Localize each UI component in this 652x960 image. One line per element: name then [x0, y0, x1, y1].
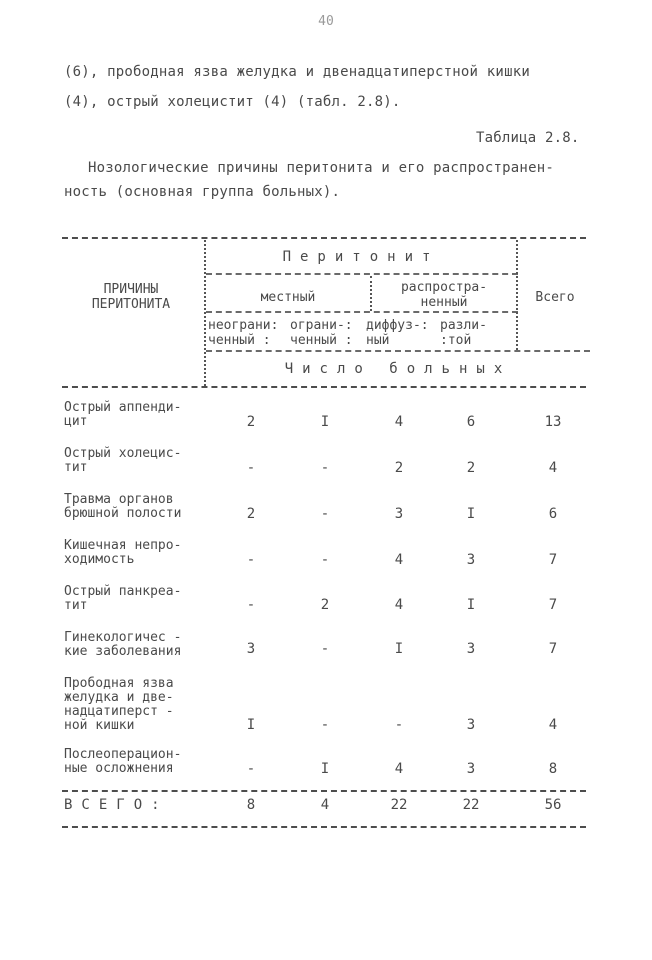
cell-unlimited: - [246, 597, 256, 613]
cell-general: 6 [466, 414, 476, 430]
header-spread-line-1: распростра- [400, 280, 488, 295]
cell-unlimited: 3 [246, 641, 256, 657]
row-cause [64, 748, 181, 776]
cell-unlimited: I [246, 717, 256, 733]
row-cause-line: ной кишки [64, 718, 135, 733]
table-label: Таблица 2.8. [476, 130, 580, 146]
row-cause-line: Острый холецис- [64, 446, 182, 461]
cell-limited: - [320, 460, 330, 476]
cell-general: I [466, 597, 476, 613]
cell-total: 7 [548, 552, 558, 568]
cell-general: I [466, 506, 476, 522]
total-diffuse: 22 [390, 797, 408, 813]
table-bottom-rule [62, 826, 586, 828]
cell-general: 3 [466, 552, 476, 568]
cell-unlimited: - [246, 761, 256, 777]
header-rule-2 [206, 311, 518, 313]
header-vline-right [516, 240, 518, 350]
row-cause-line: тит [64, 460, 88, 475]
intro-line-2: (4), острый холецистит (4) (табл. 2.8). [64, 94, 401, 110]
row-cause-line: желудка и две- [64, 690, 174, 705]
cell-diffuse: - [394, 717, 404, 733]
header-patient-count: Число больных [284, 361, 512, 377]
cell-limited: - [320, 717, 330, 733]
row-cause-line: надцатиперст - [64, 704, 174, 719]
row-cause-line: ные осложнения [64, 761, 174, 776]
header-vline-mid [370, 276, 372, 311]
header-local: местный [260, 290, 316, 305]
row-cause-line: Послеоперацион- [64, 747, 182, 762]
cell-unlimited: 2 [246, 414, 256, 430]
row-cause [64, 493, 181, 521]
header-peritonitis: Перитонит [282, 249, 440, 265]
table-caption-line-1: Нозологические причины перитонита и его распространен- [88, 160, 554, 176]
header-rule-3 [206, 350, 590, 352]
row-cause-line: Острый панкреа- [64, 584, 182, 599]
row-cause-line: Прободная язва [64, 676, 174, 691]
header-total: Всего [535, 290, 575, 305]
row-cause [64, 585, 181, 613]
cell-diffuse: 2 [394, 460, 404, 476]
header-sub-diffuse-line-1: диффуз-: [366, 318, 429, 333]
header-sub-unlimited-line-2: ченный : [208, 333, 271, 348]
cell-unlimited: - [246, 552, 256, 568]
row-cause [64, 631, 181, 659]
header-sub-diffuse [366, 318, 436, 348]
row-cause-line: тит [64, 598, 88, 613]
cell-limited: - [320, 506, 330, 522]
row-cause-line: Травма органов [64, 492, 174, 507]
cell-diffuse: 4 [394, 597, 404, 613]
cell-total: 4 [548, 460, 558, 476]
cell-total: 13 [544, 414, 562, 430]
header-rule-1 [206, 273, 518, 275]
row-cause-line: Острый аппенди- [64, 400, 182, 415]
header-sub-general-line-1: разли- [440, 318, 487, 333]
row-cause-line: кие заболевания [64, 644, 182, 659]
header-cause-line-2: ПЕРИТОНИТА [91, 297, 171, 312]
header-sub-unlimited-line-1: неограни: [208, 318, 279, 333]
row-cause-line: Кишечная непро- [64, 538, 182, 553]
header-sub-limited [290, 318, 360, 348]
cell-general: 3 [466, 717, 476, 733]
header-sub-limited-line-2: ченный : [290, 333, 353, 348]
header-sub-diffuse-line-2: ный [366, 333, 390, 348]
row-cause [64, 677, 174, 733]
cell-total: 6 [548, 506, 558, 522]
header-spread-line-2: ненный [420, 295, 468, 310]
totals-label: ВСЕГО: [64, 797, 169, 813]
total-all: 56 [544, 797, 562, 813]
total-unlimited: 8 [246, 797, 256, 813]
cell-diffuse: 4 [394, 761, 404, 777]
row-cause [64, 539, 181, 567]
header-vline-left [204, 240, 206, 386]
row-cause [64, 447, 181, 475]
cell-diffuse: 4 [394, 414, 404, 430]
cell-general: 3 [466, 761, 476, 777]
header-cause [64, 282, 198, 312]
cell-diffuse: I [394, 641, 404, 657]
header-cause-line-1: ПРИЧИНЫ [103, 282, 159, 297]
cell-total: 7 [548, 641, 558, 657]
total-limited: 4 [320, 797, 330, 813]
totals-top-rule [62, 790, 586, 792]
cell-total: 4 [548, 717, 558, 733]
total-general: 22 [462, 797, 480, 813]
cell-diffuse: 4 [394, 552, 404, 568]
header-spread [376, 280, 512, 310]
header-sub-general-line-2: :той [440, 333, 472, 348]
row-cause-line: брюшной полости [64, 506, 182, 521]
page-number: 40 [318, 14, 334, 29]
cell-limited: I [320, 414, 330, 430]
cell-diffuse: 3 [394, 506, 404, 522]
cell-limited: I [320, 761, 330, 777]
cell-limited: - [320, 552, 330, 568]
row-cause [64, 401, 181, 429]
cell-unlimited: - [246, 460, 256, 476]
table-top-rule [62, 237, 586, 239]
cell-general: 3 [466, 641, 476, 657]
header-sub-limited-line-1: ограни-: [290, 318, 353, 333]
header-bottom-rule [62, 386, 586, 388]
header-sub-general [440, 318, 512, 348]
header-sub-unlimited [208, 318, 286, 348]
row-cause-line: Гинекологичес - [64, 630, 182, 645]
cell-general: 2 [466, 460, 476, 476]
table-caption-line-2: ность (основная группа больных). [64, 184, 341, 200]
cell-limited: - [320, 641, 330, 657]
row-cause-line: ходимость [64, 552, 135, 567]
row-cause-line: цит [64, 414, 88, 429]
cell-limited: 2 [320, 597, 330, 613]
cell-unlimited: 2 [246, 506, 256, 522]
cell-total: 7 [548, 597, 558, 613]
cell-total: 8 [548, 761, 558, 777]
intro-line-1: (6), прободная язва желудка и двенадцатиперстной кишки [64, 64, 530, 80]
